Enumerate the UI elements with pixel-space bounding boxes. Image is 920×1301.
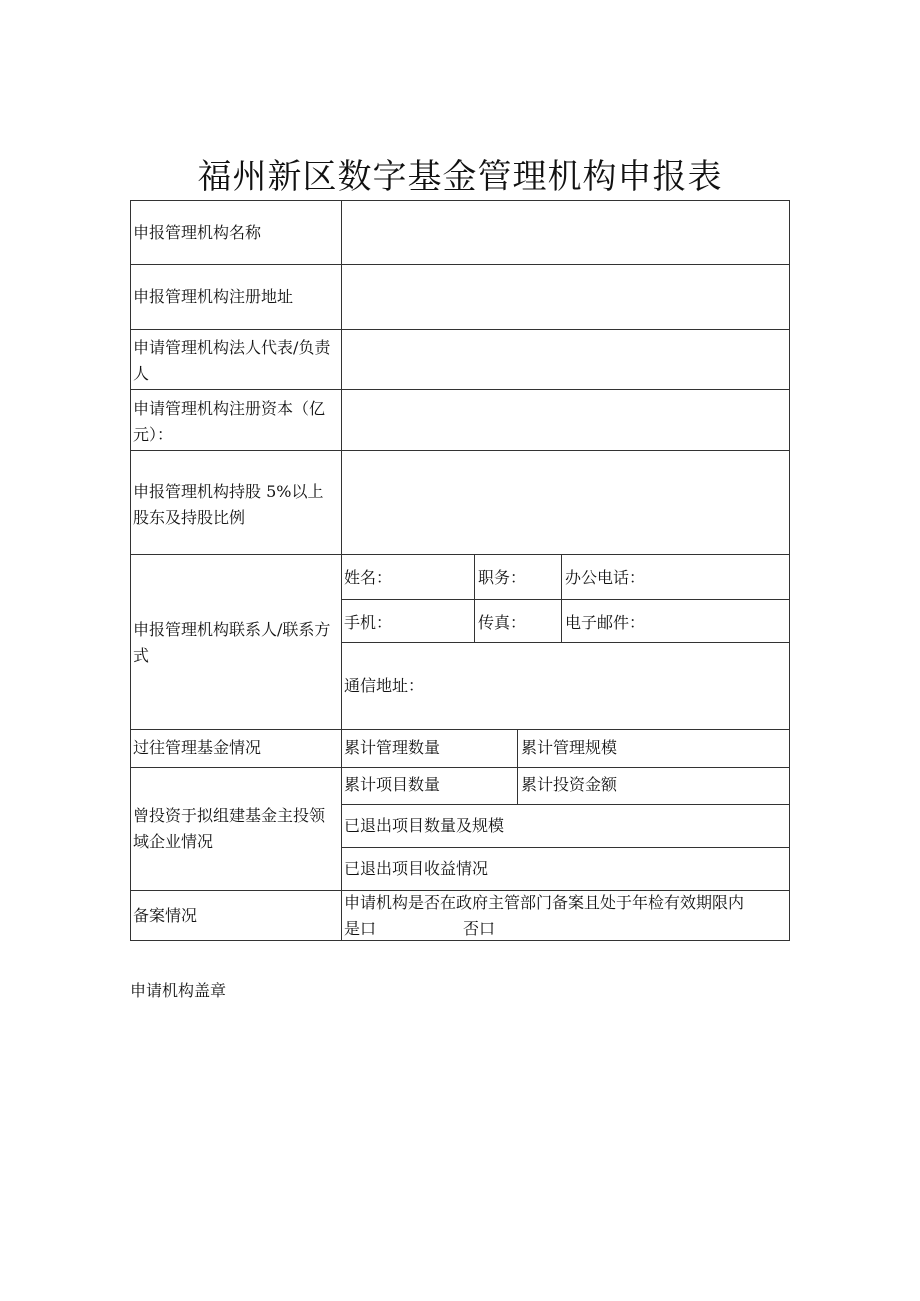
label-legal-representative: 申请管理机构法人代表/负责人: [133, 338, 331, 383]
cumulative-investment-amount-field[interactable]: 累计投资金额: [521, 775, 618, 794]
label-major-shareholders: 申报管理机构持股 5%以上股东及持股比例: [133, 482, 324, 527]
contact-mail-address-field[interactable]: 通信地址：: [344, 676, 425, 695]
label-investment-history: 曾投资于拟组建基金主投领域企业情况: [133, 806, 326, 851]
filing-yes-option[interactable]: 是口: [344, 919, 377, 938]
shareholders-field[interactable]: [342, 451, 790, 554]
cumulative-managed-scale-field[interactable]: 累计管理规模: [521, 738, 618, 757]
divider: [341, 599, 790, 600]
contact-email-field[interactable]: 电子邮件：: [565, 613, 646, 632]
cumulative-managed-count-field[interactable]: 累计管理数量: [344, 738, 441, 757]
divider: [131, 729, 790, 730]
divider: [341, 804, 790, 805]
label-registered-address: 申报管理机构注册地址: [133, 287, 294, 306]
registered-capital-field[interactable]: [342, 390, 790, 450]
label-registered-capital: 申请管理机构注册资本（亿元）：: [133, 399, 326, 444]
divider: [517, 767, 518, 804]
application-form-table: [130, 200, 790, 941]
label-filing-status: 备案情况: [133, 906, 198, 925]
institution-stamp-label: 申请机构盖章: [130, 981, 227, 1000]
exited-returns-field[interactable]: 已退出项目收益情况: [344, 859, 489, 878]
divider: [517, 729, 518, 767]
divider: [474, 554, 475, 642]
filing-no-option[interactable]: 否口: [463, 919, 496, 938]
registered-address-field[interactable]: [342, 265, 790, 329]
exited-projects-field[interactable]: 已退出项目数量及规模: [344, 816, 505, 835]
filing-question: 申请机构是否在政府主管部门备案且处于年检有效期限内: [344, 893, 745, 912]
contact-office-phone-field[interactable]: 办公电话：: [565, 568, 646, 587]
contact-position-field[interactable]: 职务：: [478, 568, 527, 587]
cumulative-project-count-field[interactable]: 累计项目数量: [344, 775, 441, 794]
divider: [561, 554, 562, 642]
label-institution-name: 申报管理机构名称: [133, 223, 262, 242]
label-contact-person: 申报管理机构联系人/联系方式: [133, 620, 331, 665]
page-title: 福州新区数字基金管理机构申报表: [197, 157, 723, 197]
label-past-funds: 过往管理基金情况: [133, 738, 262, 757]
contact-mobile-field[interactable]: 手机：: [344, 613, 393, 632]
legal-representative-field[interactable]: [342, 330, 790, 389]
institution-name-field[interactable]: [342, 201, 790, 264]
contact-name-field[interactable]: 姓名：: [344, 568, 393, 587]
divider: [131, 554, 790, 555]
contact-fax-field[interactable]: 传真：: [478, 613, 527, 632]
divider: [341, 642, 790, 643]
divider: [131, 767, 790, 768]
divider: [341, 847, 790, 848]
